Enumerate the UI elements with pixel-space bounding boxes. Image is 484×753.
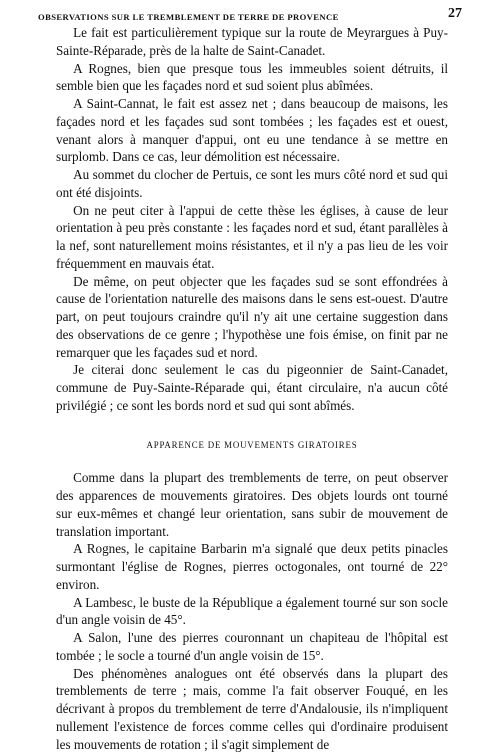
paragraph: Le fait est particulièrement typique sur la route de Meyrargues à Puy-Sainte-Réparade, près de la halte de Saint-Canadet. xyxy=(56,24,448,60)
paragraph: A Rognes, bien que presque tous les immeubles soient détruits, il semble bien que les façades nord et sud soient plus abîmées. xyxy=(56,60,448,96)
page-header xyxy=(38,2,462,22)
running-title: OBSERVATIONS SUR LE TREMBLEMENT DE TERRE DE PROVENCE xyxy=(38,12,339,22)
paragraph: Des phénomènes analogues ont été observés dans la plupart des tremblements de terre ; mais, comme l'a fait observer Fouqué, en les décrivant à propos du tremblement de terre d'Andalousie, ils n'impliquent nullement l'existence de forces comme celles qui d'ordinaire produisent les mouvements de rotation ; il s'agit simplement de xyxy=(56,665,448,753)
paragraph: A Rognes, le capitaine Barbarin m'a signalé que deux petits pinacles surmontant l'église de Rognes, pierres octogonales, ont tourné de 22° environ. xyxy=(56,540,448,593)
paragraph: On ne peut citer à l'appui de cette thèse les églises, à cause de leur orientation à peu près constante : les façades nord et sud, étant parallèles à la nef, sont naturellement moins résistantes, et il n'y a pas lieu de les voir fréquemment en mauvais état. xyxy=(56,202,448,273)
paragraph: Je citerai donc seulement le cas du pigeonnier de Saint-Canadet, commune de Puy-Sainte-Réparade qui, étant circulaire, n'a aucun côté privilégié ; ce sont les bords nord et sud qui sont abîmés. xyxy=(56,361,448,414)
paragraph: De même, on peut objecter que les façades sud se sont effondrées à cause de l'orientation naturelle des maisons dans le sens est-ouest. D'autre part, on peut toujours craindre qu'il n'y ait une certaine suggestion dans des observations de ce genre ; l'hypothèse une fois émise, on finit par ne remarquer que les façades sud et nord. xyxy=(56,273,448,362)
paragraph: Comme dans la plupart des tremblements de terre, on peut observer des apparences de mouvements giratoires. Des objets lourds ont tourné sur eux-mêmes et changé leur orientation, sans subir de mouvement de translation important. xyxy=(56,469,448,540)
paragraph: Au sommet du clocher de Pertuis, ce sont les murs côté nord et sud qui ont été disjoints. xyxy=(56,166,448,202)
page-number: 27 xyxy=(448,6,462,22)
section-heading: APPARENCE DE MOUVEMENTS GIRATOIRES xyxy=(56,437,448,455)
paragraph: A Salon, l'une des pierres couronnant un chapiteau de l'hôpital est tombée ; le socle a tourné d'un angle voisin de 15°. xyxy=(56,629,448,665)
paragraph: A Lambesc, le buste de la République a également tourné sur son socle d'un angle voisin de 45°. xyxy=(56,594,448,630)
paragraph: A Saint-Cannat, le fait est assez net ; dans beaucoup de maisons, les façades nord et les façades sud sont tombées ; les façades est et ouest, venant alors à manquer d'appui, ont eu une tendance à se mettre en surplomb. Dans ce cas, leur démolition est nécessaire. xyxy=(56,95,448,166)
body-text xyxy=(56,24,448,753)
